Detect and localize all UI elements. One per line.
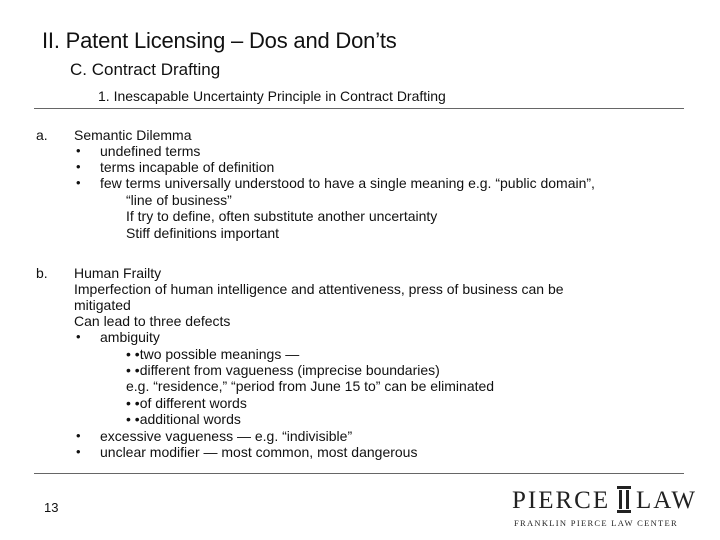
bullet-icon: • xyxy=(76,143,81,158)
bullet-icon: • xyxy=(76,159,81,174)
list-item: undefined terms xyxy=(100,143,201,159)
continuation-line: “line of business” xyxy=(126,192,232,208)
sub-item: • •different from vagueness (imprecise boundaries) xyxy=(126,362,440,378)
section-b-marker: b. xyxy=(36,265,48,281)
continuation-line: If try to define, often substitute another uncertainty xyxy=(126,208,438,224)
slide-title: II. Patent Licensing – Dos and Don’ts xyxy=(42,28,397,53)
list-item: unclear modifier — most common, most dangerous xyxy=(100,444,418,460)
logo-word-law: LAW xyxy=(636,487,697,514)
bottom-divider xyxy=(34,473,684,474)
list-item: ambiguity xyxy=(100,329,160,345)
continuation-line: Stiff definitions important xyxy=(126,225,280,241)
list-item: terms incapable of definition xyxy=(100,159,275,175)
body-line: mitigated xyxy=(74,297,131,313)
sub-item: • •of different words xyxy=(126,395,247,411)
body-line: Can lead to three defects xyxy=(74,313,231,329)
page-number: 13 xyxy=(44,500,59,515)
bullet-icon: • xyxy=(76,329,81,344)
section-heading: 1. Inescapable Uncertainty Principle in Contract Drafting xyxy=(98,88,446,104)
bullet-icon: • xyxy=(76,444,81,459)
sub-item: • •two possible meanings — xyxy=(126,346,300,362)
slide-subtitle: C. Contract Drafting xyxy=(70,60,221,79)
sub-item: • •additional words xyxy=(126,411,241,427)
logo-word-pierce: PIERCE xyxy=(512,487,611,514)
list-item: excessive vagueness — e.g. “indivisible” xyxy=(100,428,353,444)
section-b-heading: Human Frailty xyxy=(74,265,162,281)
top-divider xyxy=(34,108,684,109)
bullet-icon: • xyxy=(76,175,81,190)
sub-item: e.g. “residence,” “period from June 15 to” can be eliminated xyxy=(126,378,495,394)
list-item: few terms universally understood to have a single meaning e.g. “public domain”, xyxy=(100,175,595,191)
bullet-icon: • xyxy=(76,428,81,443)
section-a-marker: a. xyxy=(36,127,48,143)
logo-tagline: FRANKLIN PIERCE LAW CENTER xyxy=(514,518,679,528)
pierce-law-logo xyxy=(512,484,697,532)
body-line: Imperfection of human intelligence and attentiveness, press of business can be xyxy=(74,281,564,297)
section-a-heading: Semantic Dilemma xyxy=(74,127,192,143)
column-icon xyxy=(617,486,631,513)
